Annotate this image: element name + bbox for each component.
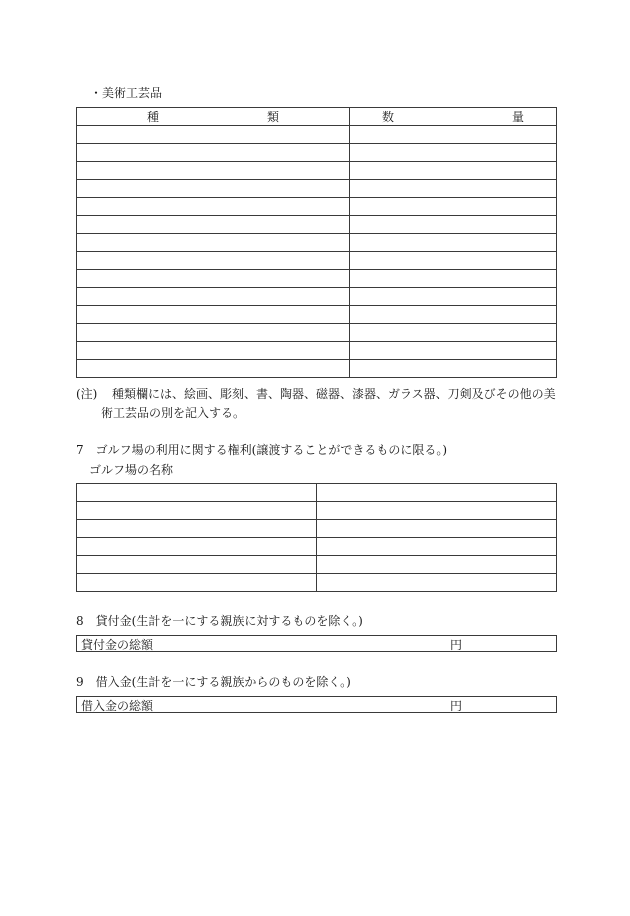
table-row	[77, 198, 557, 216]
golf-name-cell[interactable]	[77, 538, 317, 556]
col-kind-char2: 類	[266, 110, 279, 124]
qty-cell[interactable]	[350, 252, 557, 270]
table-row	[77, 144, 557, 162]
art-table	[76, 107, 557, 378]
qty-cell[interactable]	[350, 198, 557, 216]
borrowings-total-label: 借入金の総額	[81, 699, 154, 713]
col-qty-char1: 数	[382, 110, 395, 124]
golf-name-cell[interactable]	[77, 556, 317, 574]
table-row	[77, 538, 557, 556]
kind-cell[interactable]	[77, 288, 350, 306]
golf-name-cell[interactable]	[317, 520, 557, 538]
table-row	[77, 126, 557, 144]
golf-heading: 7 ゴルフ場の利用に関する権利(譲渡することができるものに限る。)	[76, 443, 448, 457]
golf-name-cell[interactable]	[77, 520, 317, 538]
table-row	[77, 162, 557, 180]
col-qty-header	[350, 108, 557, 126]
kind-cell[interactable]	[77, 126, 350, 144]
table-row	[77, 324, 557, 342]
golf-name-cell[interactable]	[317, 574, 557, 592]
qty-cell[interactable]	[350, 234, 557, 252]
table-row	[77, 306, 557, 324]
col-kind-header	[77, 108, 350, 126]
table-row	[77, 288, 557, 306]
kind-cell[interactable]	[77, 180, 350, 198]
note-line2: 術工芸品の別を記入する。	[101, 406, 246, 420]
table-row	[77, 502, 557, 520]
loans-total-field[interactable]	[76, 635, 557, 652]
kind-cell[interactable]	[77, 342, 350, 360]
qty-cell[interactable]	[350, 342, 557, 360]
golf-table	[76, 483, 557, 592]
golf-name-cell[interactable]	[317, 556, 557, 574]
borrowings-heading: 9 借入金(生計を一にする親族からのものを除く。)	[76, 675, 351, 689]
loans-heading: 8 貸付金(生計を一にする親族に対するものを除く。)	[76, 614, 363, 628]
golf-name-cell[interactable]	[77, 574, 317, 592]
note-label: (注)	[76, 387, 98, 401]
kind-cell[interactable]	[77, 234, 350, 252]
qty-cell[interactable]	[350, 162, 557, 180]
qty-cell[interactable]	[350, 324, 557, 342]
qty-cell[interactable]	[350, 144, 557, 162]
kind-cell[interactable]	[77, 360, 350, 378]
golf-subheading: ゴルフ場の名称	[89, 463, 174, 477]
kind-cell[interactable]	[77, 270, 350, 288]
qty-cell[interactable]	[350, 360, 557, 378]
qty-cell[interactable]	[350, 216, 557, 234]
golf-name-cell[interactable]	[77, 502, 317, 520]
loans-yen-unit: 円	[450, 638, 463, 652]
kind-cell[interactable]	[77, 198, 350, 216]
table-row	[77, 252, 557, 270]
kind-cell[interactable]	[77, 306, 350, 324]
art-table-header	[77, 108, 557, 126]
golf-name-cell[interactable]	[317, 502, 557, 520]
loans-total-label: 貸付金の総額	[81, 638, 154, 652]
kind-cell[interactable]	[77, 144, 350, 162]
table-row	[77, 270, 557, 288]
qty-cell[interactable]	[350, 126, 557, 144]
borrowings-total-field[interactable]	[76, 696, 557, 713]
table-row	[77, 484, 557, 502]
golf-name-cell[interactable]	[317, 484, 557, 502]
table-row	[77, 574, 557, 592]
qty-cell[interactable]	[350, 288, 557, 306]
table-row	[77, 234, 557, 252]
col-kind-char1: 種	[147, 110, 160, 124]
golf-name-cell[interactable]	[317, 538, 557, 556]
qty-cell[interactable]	[350, 270, 557, 288]
art-heading: ・美術工芸品	[90, 86, 163, 100]
qty-cell[interactable]	[350, 306, 557, 324]
table-row	[77, 520, 557, 538]
qty-cell[interactable]	[350, 180, 557, 198]
table-row	[77, 216, 557, 234]
borrowings-yen-unit: 円	[450, 699, 463, 713]
golf-name-cell[interactable]	[77, 484, 317, 502]
note-line1: 種類欄には、絵画、彫刻、書、陶器、磁器、漆器、ガラス器、刀剣及びその他の美	[112, 387, 556, 401]
table-row	[77, 556, 557, 574]
kind-cell[interactable]	[77, 162, 350, 180]
kind-cell[interactable]	[77, 324, 350, 342]
kind-cell[interactable]	[77, 252, 350, 270]
table-row	[77, 342, 557, 360]
table-row	[77, 180, 557, 198]
kind-cell[interactable]	[77, 216, 350, 234]
col-qty-char2: 量	[511, 110, 524, 124]
table-row	[77, 360, 557, 378]
